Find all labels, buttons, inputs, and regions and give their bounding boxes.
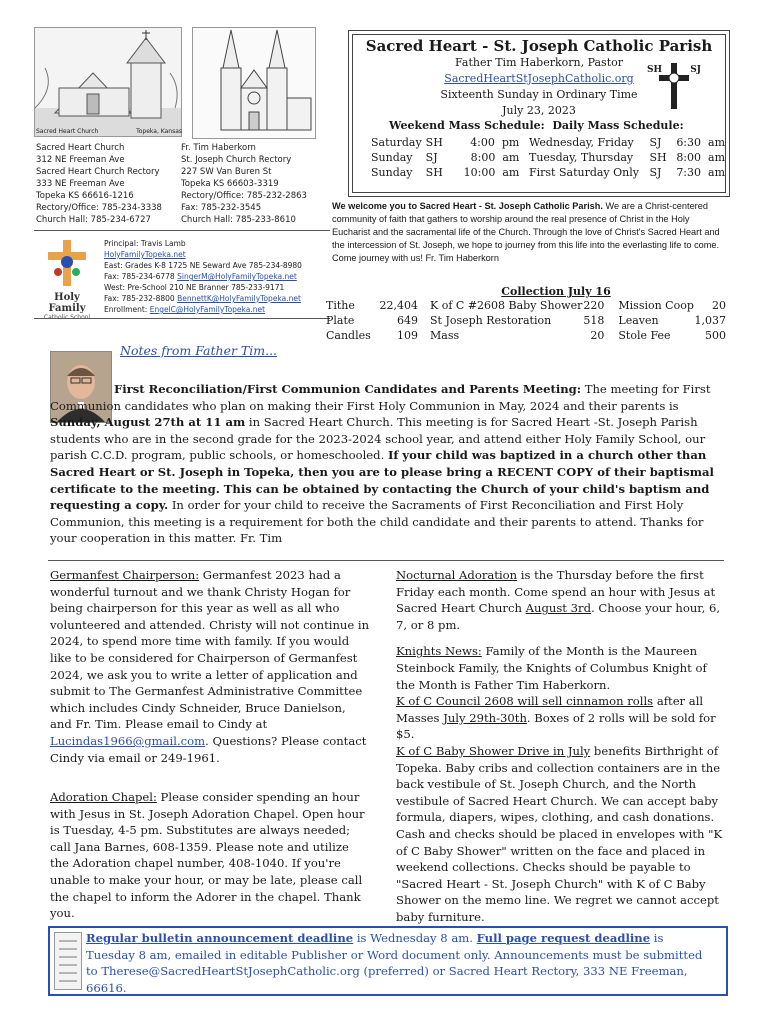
- bulletin-icon: [54, 932, 82, 990]
- notice-text: In order for your child to receive the Sacraments of First Reconciliation and First Holy Communion, this meeting is a requirement for both the child candidate and their parents to attend. Thanks for your cooperation in this matter. Fr. Tim: [50, 498, 704, 546]
- mass-time: 8:00 am: [676, 151, 725, 164]
- welcome-text: We are a Christ-centered community of faith that gathers to worship around the real presence of Christ in the Holy Eucharist and the sacramental life of the Church. Through the love of Christ's Sacred Heart and the intercession of St. Joseph, we hope to journey from this life into the everlasting life to come. Come journey with us! Fr. Tim Haberkorn: [332, 201, 720, 263]
- shower-text: benefits Birthright of Topeka. Baby cribs and collection containers are in the back vestibule of St. Joseph Church, and the North vestibule of Sacred Heart Church. We can accept baby formula, diapers, wipes, clothing, and cash donations. Cash and checks should be placed in envelopes with "K of C Baby Shower" written on the face and placed in weekend collections. Checks should be payable to "Sacred Heart - St. Joseph Church" with K of C Baby Shower on the memo line. We regret we cannot accept baby furniture.: [396, 743, 723, 924]
- school-enroll-email[interactable]: EngelC@HolyFamilyTopeka.net: [149, 305, 266, 314]
- shower-title: K of C Baby Shower Drive in July: [396, 743, 591, 758]
- mass-loc: SJ: [649, 166, 662, 179]
- adoration-title: Adoration Chapel:: [50, 790, 157, 804]
- mass-loc: SJ: [649, 136, 662, 149]
- regular-deadline-label: Regular bulletin announcement deadline: [86, 931, 354, 945]
- mass-time: 8:00 am: [470, 151, 520, 164]
- notes-heading: Notes from Father Tim...: [120, 343, 278, 358]
- meeting-date: Sunday, August 27th at 11 am: [50, 415, 246, 430]
- weekend-row: [371, 135, 523, 150]
- rolls-text: after all Masses: [396, 694, 704, 725]
- collection-amount: 518: [583, 314, 605, 327]
- collection-amount: 20: [712, 299, 726, 312]
- notice-text: in Sacred Heart Church. This meeting is for Sacred Heart -St. Joseph Parish students who are in the second grade for the 2023-2024 school year, and attend either Holy Family School, our parish C.C.D. program, public schools, or homeschooled.: [50, 415, 706, 463]
- nocturnal-date: August 3rd: [525, 601, 591, 616]
- collection-label: Mission Coop: [618, 299, 694, 312]
- collection-label: Candles: [326, 329, 371, 342]
- weekend-row: [371, 150, 523, 165]
- first-communion-notice: [50, 381, 724, 547]
- daily-row: [529, 150, 729, 165]
- deadline-text-part: is Tuesday 8 am, emailed in editable Publisher or Word document only. Announcements must be submitted to Therese@SacredHeartStJosephCatholic.org (preferred) or Sacred Heart Rectory, 333 NE Freeman, 66616.: [86, 931, 703, 995]
- sacred-heart-caption: Sacred Heart Church Topeka, Kansas: [36, 128, 182, 135]
- collection-row: [326, 313, 726, 328]
- rolls-title: K of C Council 2608 will sell cinnamon rolls: [396, 694, 654, 709]
- sacred-heart-name: Sacred Heart Church: [36, 143, 125, 153]
- deadline-text: [86, 930, 716, 996]
- notice-text: The meeting for First Communion candidates who plan on making their First Holy Communion in May, 2024 and their parents is: [50, 382, 711, 413]
- sacred-heart-address: 312 NE Freeman Ave: [36, 155, 125, 165]
- nocturnal-tail: . Choose your hour, 6, 7, or 8 pm.: [396, 601, 721, 632]
- st-joseph-city: Topeka KS 66603-3319: [181, 179, 279, 189]
- collection-label: K of C #2608 Baby Shower: [430, 299, 583, 312]
- sacred-heart-rectory-address: 333 NE Freeman Ave: [36, 179, 125, 189]
- collection-amount: 109: [397, 329, 418, 342]
- mass-loc: SH: [425, 136, 443, 149]
- rolls-tail: . Boxes of 2 rolls will be sold for $5.: [396, 710, 716, 742]
- school-logo-icon: [36, 238, 98, 288]
- knights-news-article: [396, 643, 726, 693]
- deadline-footer: [48, 926, 728, 996]
- collection-label: St Joseph Restoration: [430, 314, 552, 327]
- liturgical-sunday: Sixteenth Sunday in Ordinary Time: [440, 88, 638, 101]
- mass-time: 6:30 am: [676, 136, 725, 149]
- bulletin-date: July 23, 2023: [502, 104, 576, 117]
- school-west-fax: Fax: 785-232-8800: [104, 294, 175, 303]
- mass-day: First Saturday Only: [529, 166, 639, 179]
- adoration-text: Please consider spending an hour with Jesus in St. Joseph Adoration Chapel. Open hour is Tuesday, 4-5 pm. Substitutes are always needed; call Jana Barnes, 608-1359. Please note and utilize the Adoration chapel number, 408-1040. If you're unable to make your hour, or may be late, please call the chapel to inform the Adorer in the chapel. Thank you.: [50, 790, 365, 921]
- school-west-email[interactable]: BennettK@HolyFamilyTopeka.net: [177, 294, 301, 303]
- st-joseph-info: [181, 142, 331, 226]
- collection-row: [326, 298, 726, 313]
- pastor-name: Fr. Tim Haberkorn: [181, 143, 256, 153]
- sacred-heart-hall: Church Hall: 785-234-6727: [36, 215, 151, 225]
- germanfest-article: [50, 567, 370, 766]
- section-divider: [48, 560, 724, 561]
- welcome-bold: We welcome you to Sacred Heart - St. Joseph Catholic Parish.: [332, 201, 603, 211]
- parish-cross-logo: [649, 61, 699, 111]
- school-east-email[interactable]: SingerM@HolyFamilyTopeka.net: [177, 272, 297, 281]
- deadline-text-part: is Wednesday 8 am.: [353, 931, 477, 945]
- full-page-deadline-label: Full page request deadline: [476, 931, 651, 945]
- sacred-heart-office: Rectory/Office: 785-234-3338: [36, 203, 162, 213]
- nocturnal-adoration-article: [396, 567, 726, 633]
- cinnamon-rolls-article: [396, 693, 726, 743]
- parish-title: Sacred Heart - St. Joseph Catholic Parish: [365, 37, 713, 55]
- nocturnal-text: is the Thursday before the first Friday each month. Come spend an hour with Jesus at Sacred Heart Church: [396, 568, 716, 616]
- baptismal-cert-notice: If your child was baptized in a church other than Sacred Heart or St. Joseph in Topeka, then you are to please bring a RECENT COPY of their baptismal certificate to the meeting. This can be obtained by contacting the Church of your child's baptism and requesting a copy.: [50, 448, 714, 513]
- collection-section: [326, 285, 726, 343]
- mass-day: Saturday: [371, 136, 422, 149]
- pastor-line: Father Tim Haberkorn, Pastor: [455, 56, 623, 69]
- nocturnal-title: Nocturnal Adoration: [396, 568, 518, 582]
- weekend-row: [371, 165, 523, 180]
- st-joseph-hall: Church Hall: 785-233-8610: [181, 215, 296, 225]
- collection-label: Mass: [430, 329, 460, 342]
- collection-row: [326, 328, 726, 343]
- collection-heading: Collection July 16: [501, 285, 611, 298]
- first-communion-title: First Reconciliation/First Communion Candidates and Parents Meeting:: [114, 382, 582, 396]
- sacred-heart-rectory: Sacred Heart Church Rectory: [36, 167, 160, 177]
- collection-label: Stole Fee: [618, 329, 671, 342]
- mass-day: Sunday: [371, 166, 413, 179]
- mass-schedule-heading: Weekend Mass Schedule: Daily Mass Schedule:: [389, 119, 684, 132]
- mass-day: Wednesday, Friday: [529, 136, 634, 149]
- st-joseph-address: 227 SW Van Buren St: [181, 167, 272, 177]
- collection-amount: 500: [705, 329, 726, 342]
- mass-day: Sunday: [371, 151, 413, 164]
- collection-label: Leaven: [618, 314, 659, 327]
- knights-text: Family of the Month is the Maureen Steinbock Family, the Knights of Columbus Knight of the Month is Father Tim Haberkorn.: [396, 644, 707, 692]
- parish-header: [348, 30, 730, 197]
- school-logo-sub: Catholic School: [43, 314, 91, 321]
- germanfest-title: Germanfest Chairperson:: [50, 568, 200, 582]
- collection-amount: 649: [397, 314, 418, 327]
- sacred-heart-info: [36, 142, 186, 226]
- school-info: [104, 238, 332, 315]
- school-divider: [34, 318, 330, 319]
- school-principal: Principal: Travis Lamb: [104, 239, 186, 248]
- school-west: West: Pre-School 210 NE Branner 785-233-9171: [104, 283, 285, 292]
- school-website-link[interactable]: HolyFamilyTopeka.net: [104, 250, 186, 259]
- holy-family-logo: [36, 238, 98, 321]
- collection-table: [326, 298, 726, 343]
- germanfest-text: Germanfest 2023 had a wonderful turnout and we thank Christy Hogan for being chairperson for this year as well as all who volunteered and attended. Christy will not continue in 2024, to spend more time with family. If you would like to be considered for Chairperson of Germanfest 2024, we ask you to write a letter of application and submit to The Germanfest Administrative Committee which includes Cindy Schneider, Bruce Danielson, and Fr. Tim. Please email to Cindy at: [50, 568, 370, 732]
- sacred-heart-city: Topeka KS 66616-1216: [36, 191, 134, 201]
- mass-time: 4:00 pm: [470, 136, 520, 149]
- mass-day: Tuesday, Thursday: [529, 151, 634, 164]
- school-logo-text: Holy Family: [48, 292, 86, 314]
- daily-row: [529, 165, 729, 180]
- collection-amount: 22,404: [379, 299, 418, 312]
- baby-shower-article: [396, 743, 726, 926]
- daily-row: [529, 135, 729, 150]
- school-east: East: Grades K-8 1725 NE Seward Ave 785-234-8980: [104, 261, 302, 270]
- knights-title: Knights News:: [396, 644, 482, 659]
- school-east-fax: Fax: 785-234-6778: [104, 272, 175, 281]
- mass-loc: SH: [649, 151, 667, 164]
- logo-sh: SH: [647, 65, 663, 75]
- st-joseph-office: Rectory/Office: 785-232-2863: [181, 191, 307, 201]
- collection-label: Tithe: [326, 299, 355, 312]
- germanfest-email-link[interactable]: Lucindas1966@gmail.com: [50, 733, 206, 748]
- parish-website-link[interactable]: SacredHeartStJosephCatholic.org: [444, 72, 634, 85]
- collection-amount: 1,037: [694, 314, 726, 327]
- mass-loc: SJ: [425, 151, 438, 164]
- logo-sj: SJ: [690, 65, 701, 75]
- st-joseph-fax: Fax: 785-232-3545: [181, 203, 262, 213]
- adoration-chapel-article: [50, 789, 370, 922]
- germanfest-tail: . Questions? Please contact Cindy via email or 249-1961.: [50, 733, 367, 765]
- st-joseph-church-image: [192, 27, 316, 139]
- welcome-message: [332, 200, 724, 265]
- daily-mass-table: [529, 135, 729, 180]
- rolls-date: July 29th-30th: [443, 710, 527, 725]
- school-enroll-label: Enrollment:: [104, 305, 148, 314]
- collection-amount: 20: [590, 329, 605, 342]
- address-divider: [34, 230, 330, 231]
- st-joseph-rectory: St. Joseph Church Rectory: [181, 155, 292, 165]
- collection-label: Plate: [326, 314, 355, 327]
- weekend-mass-table: [371, 135, 523, 180]
- sacred-heart-church-image: [34, 27, 182, 137]
- mass-time: 7:30 am: [676, 166, 725, 179]
- collection-amount: 220: [583, 299, 605, 312]
- right-column: [396, 567, 726, 925]
- mass-loc: SH: [425, 166, 443, 179]
- mass-time: 10:00 am: [463, 166, 520, 179]
